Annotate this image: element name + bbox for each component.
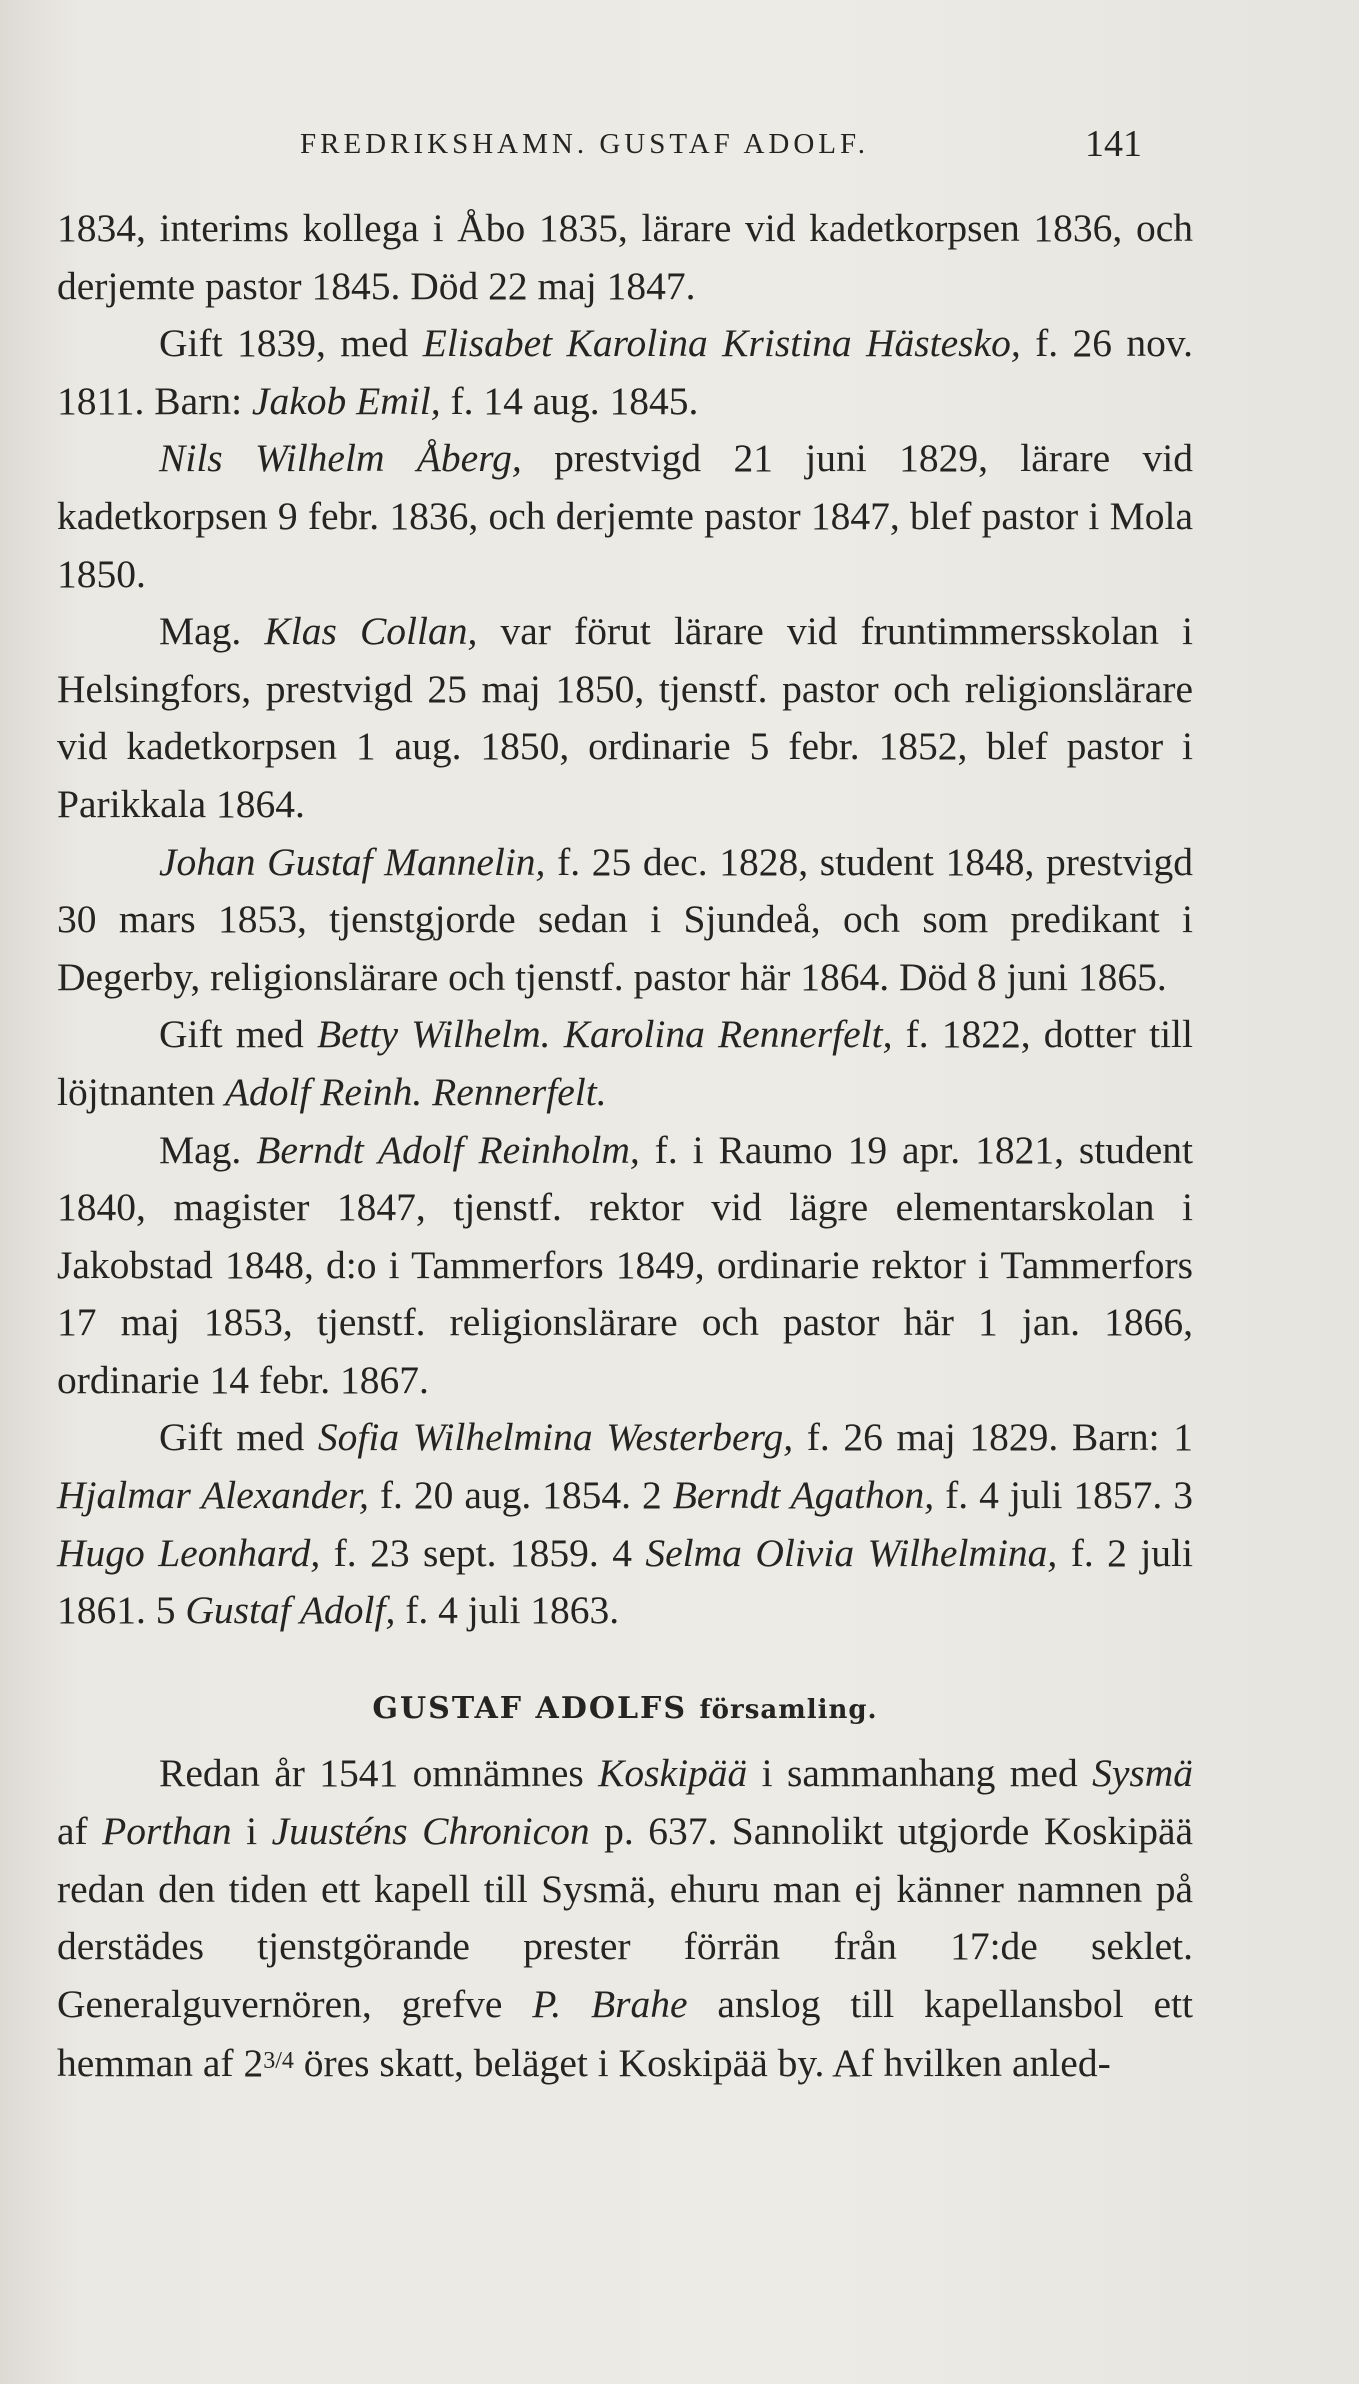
- child-name: Hjalmar Alexander,: [57, 1473, 369, 1518]
- paragraph-2: Gift 1839, med Elisabet Karolina Kristina Hästesko, f. 26 nov. 1811. Barn: Jakob Emil, f. 14 aug. 1845.: [57, 321, 1193, 423]
- child-name: Selma Olivia Wilhelmina,: [645, 1530, 1058, 1575]
- section-paragraph-1: Redan år 1541 omnämnes Koskipää i sammanhang med Sysmä af Porthan i Juusténs Chronicon p. 637. Sannolikt utgjorde Koskipää redan den tiden ett kapell till Sysmä, ehuru man ej känner namnen på derstädes tjenstgörande prester förrän från 17:de seklet. Generalguvernören, grefve P. Brahe anslog till kapellansbol ett hemman af $2^{3/4}$ öres skatt, beläget i Koskipää by. Af hvilken anled-: [57, 1751, 1194, 2086]
- paragraph-8: Gift med Sofia Wilhelmina Westerberg, f. 26 maj 1829. Barn: 1 Hjalmar Alexander, f. 20 aug. 1854. 2 Berndt Agathon, f. 4 juli 1857. 3 Hugo Leonhard, f. 23 sept. 1859. 4 Selma Olivia Wilhelmina, f. 2 juli 1861. 5 Gustaf Adolf, f. 4 juli 1863.: [57, 1415, 1194, 1633]
- child-name: Berndt Agathon,: [672, 1473, 935, 1518]
- page-body: [57, 200, 1193, 2093]
- place-name: Sysmä: [1092, 1751, 1193, 1796]
- paragraph-7: Mag. Berndt Adolf Reinholm, f. i Raumo 19 apr. 1821, student 1840, magister 1847, tjenstf. rektor vid lägre elementarskolan i Jakobstad 1848, d:o i Tammerfors 1849, ordinarie rektor i Tammerfors 17 maj 1853, tjenstf. religionslärare och pastor här 1 jan. 1866, ordinarie 14 febr. 1867.: [57, 1127, 1194, 1402]
- paragraph-5: Johan Gustaf Mannelin, f. 25 dec. 1828, student 1848, prestvigd 30 mars 1853, tjenstgjorde sedan i Sjundeå, och som predikant i Degerby, religionslärare och tjenstf. pastor här 1864. Död 8 juni 1865.: [57, 839, 1194, 999]
- child-name: Hugo Leonhard,: [57, 1530, 321, 1575]
- paragraph-4: Mag. Klas Collan, var förut lärare vid fruntimmersskolan i Helsingfors, prestvigd 25 maj 1850, tjenstf. pastor och religionslärare vid kadetkorpsen 1 aug. 1850, ordinarie 5 febr. 1852, blef pastor i Parikkala 1864.: [57, 609, 1194, 826]
- paragraph-3: Nils Wilhelm Åberg, prestvigd 21 juni 1829, lärare vid kadetkorpsen 9 febr. 1836, och derjemte pastor 1847, blef pastor i Mola 1850.: [57, 436, 1193, 596]
- author-name: Porthan: [102, 1809, 232, 1854]
- person-name: P. Brahe: [532, 1981, 688, 2026]
- paragraph-1: 1834, interims kollega i Åbo 1835, lärare vid kadetkorpsen 1836, och derjemte pastor 1845. Död 22 maj 1847.: [57, 206, 1193, 308]
- spouse-name: Elisabet Karolina Kristina Hästesko,: [422, 321, 1021, 366]
- pastor-name: Berndt Adolf Reinholm,: [256, 1127, 640, 1172]
- page-number: 141: [1085, 123, 1142, 165]
- paragraph-6: Gift med Betty Wilhelm. Karolina Rennerfelt, f. 1822, dotter till löjtnanten Adolf Reinh. Rennerfelt.: [57, 1012, 1193, 1114]
- place-name: Koskipää: [598, 1751, 748, 1796]
- pastor-name: Klas Collan,: [264, 609, 478, 654]
- pastor-name: Nils Wilhelm Åberg,: [159, 436, 522, 481]
- spouse-name: Sofia Wilhelmina Westerberg,: [317, 1415, 794, 1460]
- child-name: Gustaf Adolf,: [185, 1588, 396, 1633]
- running-head: FREDRIKSHAMN. GUSTAF ADOLF.: [300, 128, 870, 160]
- fraction: 3/4: [263, 2048, 294, 2075]
- child-name: Jakob Emil,: [251, 378, 441, 423]
- spouse-name: Betty Wilhelm. Karolina Rennerfelt,: [316, 1012, 893, 1057]
- father-name: Adolf Reinh. Rennerfelt.: [224, 1069, 607, 1114]
- work-title: Juusténs Chronicon: [271, 1809, 590, 1854]
- page-header: [300, 123, 1160, 178]
- pastor-name: Johan Gustaf Mannelin,: [159, 839, 546, 884]
- section-heading: GUSTAF ADOLFS församling.: [372, 1690, 878, 1726]
